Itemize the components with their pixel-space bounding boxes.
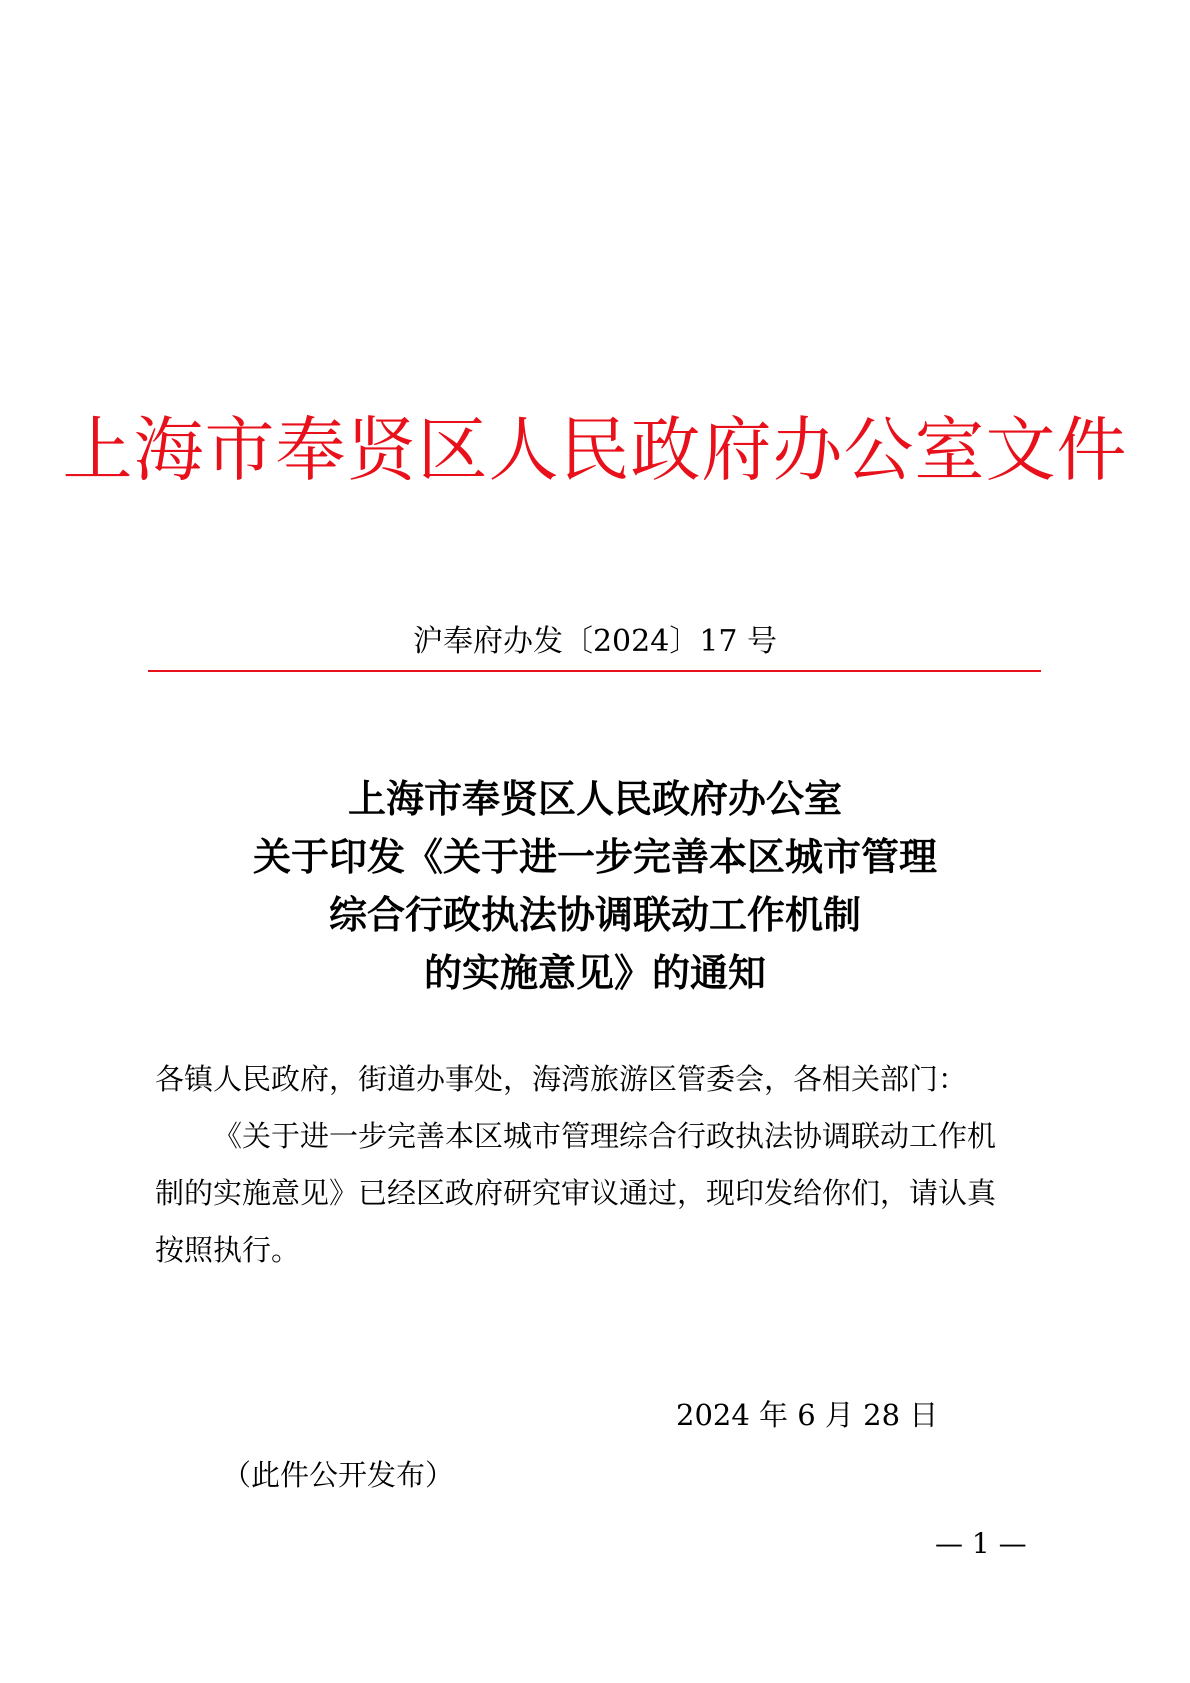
page-number: — 1 — <box>935 1527 1027 1560</box>
document-number: 沪奉府办发〔2024〕17 号 <box>412 624 778 659</box>
body-line: 《关于进一步完善本区城市管理综合行政执法协调联动工作机 <box>213 1119 997 1153</box>
document-title <box>0 770 1190 1002</box>
body-line: 制的实施意见》已经区政府研究审议通过，现印发给你们，请认真 <box>155 1176 997 1210</box>
title-line: 的实施意见》的通知 <box>423 950 766 995</box>
body-paragraph <box>155 1108 1037 1279</box>
title-line: 上海市奉贤区人民政府办公室 <box>347 776 842 821</box>
title-line: 关于印发《关于进一步完善本区城市管理 <box>252 834 937 879</box>
masthead-title: 上海市奉贤区人民政府办公室文件 <box>62 409 1128 491</box>
red-divider <box>148 670 1041 672</box>
body-line: 按照执行。 <box>155 1233 301 1267</box>
title-line: 综合行政执法协调联动工作机制 <box>328 892 861 937</box>
salutation: 各镇人民政府，街道办事处，海湾旅游区管委会，各相关部门： <box>155 1062 968 1096</box>
public-release-note: （此件公开发布） <box>222 1458 455 1492</box>
issue-date: 2024 年 6 月 28 日 <box>676 1398 939 1432</box>
